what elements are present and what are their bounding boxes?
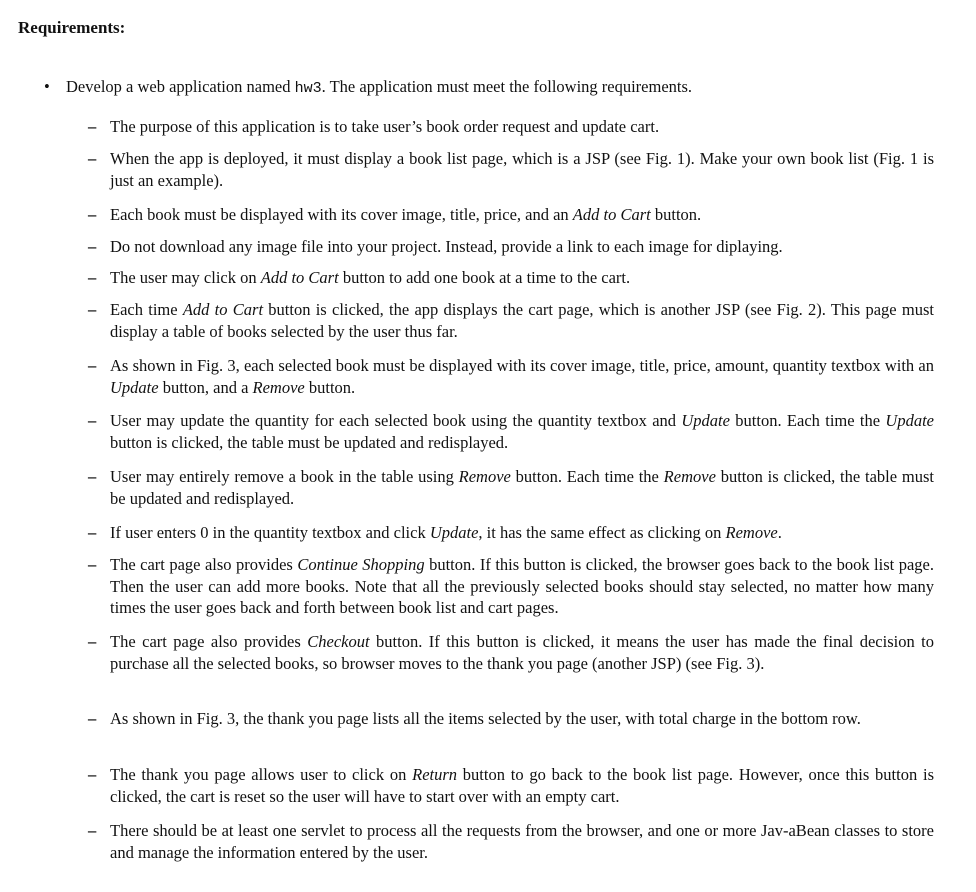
requirement-item (88, 299, 934, 342)
button-name-emphasis: Update (885, 411, 934, 430)
text-run: button to add one book at a time to the cart. (338, 268, 631, 287)
dash-bullet-icon: – (88, 300, 97, 319)
text-run: There should be at least one servlet to process all the requests from the browser, and one or more Jav-aBean classes to store and manage the information entered by the user. (110, 821, 934, 862)
text-run: button. Each time the (510, 467, 664, 486)
text-run: The purpose of this application is to take user’s book order request and update cart. (110, 117, 660, 136)
dash-bullet-icon: – (88, 555, 97, 574)
dash-bullet-icon: – (88, 356, 97, 375)
text-run: , it has the same effect as clicking on (478, 523, 726, 542)
requirement-text (110, 522, 934, 544)
dash-bullet-icon: – (88, 467, 97, 486)
requirement-item (88, 631, 934, 674)
requirement-item (88, 116, 934, 138)
button-name-emphasis: Add to Cart (572, 205, 651, 224)
text-run: button. Each time the (729, 411, 886, 430)
button-name-emphasis: Update (429, 523, 479, 542)
requirement-text (110, 267, 934, 289)
text-run: button. (304, 377, 356, 397)
text-run: The user may click on (110, 268, 261, 287)
dash-bullet-icon: – (88, 709, 97, 728)
requirement-text (110, 355, 934, 398)
requirement-item (88, 410, 934, 453)
text-run: If user enters 0 in the quantity textbox and click (110, 523, 430, 542)
button-name-emphasis: Remove (252, 377, 305, 397)
text-run: button is clicked, the table must be updated and redisplayed. (110, 432, 509, 452)
app-name-code: hw3 (294, 80, 322, 97)
button-name-emphasis: Remove (725, 523, 778, 542)
requirement-item (88, 466, 934, 509)
text-run: Do not download any image file into your project. Instead, provide a link to each image for diplaying. (110, 237, 783, 256)
section-heading: Requirements: (18, 18, 126, 37)
requirement-text (110, 764, 934, 807)
button-name-emphasis: Checkout (307, 632, 370, 651)
button-name-emphasis: Update (110, 377, 159, 397)
requirement-text (110, 410, 934, 453)
text-run: User may update the quantity for each selected book using the quantity textbox and (110, 411, 682, 430)
button-name-emphasis: Add to Cart (260, 268, 339, 287)
button-name-emphasis: Remove (458, 467, 511, 486)
button-name-emphasis: Add to Cart (182, 300, 264, 319)
requirement-text (110, 299, 934, 342)
requirement-text (110, 148, 934, 191)
dash-bullet-icon: – (88, 523, 97, 542)
intro-text (66, 77, 692, 99)
requirement-item (88, 148, 934, 191)
text-run: button. If this button is clicked, the browser goes back to the book list page. Then the user can add more books. Note that all the previously selected books should stay selected, no matter how many times the user goes back and forth between book list and cart pages. (110, 555, 934, 617)
requirement-text (110, 204, 934, 226)
text-run: The thank you page allows user to click on (110, 765, 413, 784)
intro-post: . The application must meet the following requirements. (321, 77, 693, 96)
dash-bullet-icon: – (88, 821, 97, 840)
button-name-emphasis: Continue Shopping (297, 555, 425, 574)
text-run: button to go back to the book list page. However, once this button is clicked, the cart is reset so the user will have to start over with an empty cart. (110, 765, 934, 806)
dash-bullet-icon: – (88, 268, 97, 287)
requirement-item (88, 554, 934, 619)
text-run: Each book must be displayed with its cover image, title, price, and an (110, 205, 573, 224)
requirement-item (88, 522, 934, 544)
dash-bullet-icon: – (88, 237, 97, 256)
button-name-emphasis: Remove (663, 467, 716, 486)
button-name-emphasis: Return (412, 765, 458, 784)
requirement-text (110, 708, 934, 730)
requirement-text (110, 466, 934, 509)
text-run: button, and a (158, 377, 253, 397)
requirement-item (88, 820, 934, 863)
text-run: button is clicked, the app displays the cart page, which is another JSP (see Fig. 2). This page must display a table of books selected by the user thus far. (110, 300, 934, 341)
requirement-item (88, 267, 934, 289)
text-run: button. (650, 205, 702, 224)
requirement-item (88, 764, 934, 807)
text-run: When the app is deployed, it must display a book list page, which is a JSP (see Fig. 1). Make your own book list (Fig. 1 is just an example). (110, 149, 934, 190)
bullet-dot-icon: • (44, 77, 50, 96)
text-run: . (777, 523, 782, 542)
text-run: As shown in Fig. 3, each selected book must be displayed with its cover image, title, price, amount, quantity textbox with an (110, 356, 934, 375)
requirement-text (110, 236, 934, 258)
text-run: The cart page also provides (110, 555, 298, 574)
dash-bullet-icon: – (88, 117, 97, 136)
text-run: button is clicked, the table must be updated and redisplayed. (110, 467, 934, 508)
dash-bullet-icon: – (88, 205, 97, 224)
text-run: button. If this button is clicked, it means the user has made the final decision to purchase all the selected books, so browser moves to the thank you page (another JSP) (see Fig. 3). (110, 632, 934, 673)
requirement-item (88, 708, 934, 730)
text-run: Each time (110, 300, 183, 319)
requirement-item (88, 204, 934, 226)
requirement-text (110, 631, 934, 674)
dash-bullet-icon: – (88, 632, 97, 651)
dash-bullet-icon: – (88, 765, 97, 784)
requirement-text (110, 554, 934, 619)
text-run: As shown in Fig. 3, the thank you page lists all the items selected by the user, with total charge in the bottom row. (110, 709, 861, 728)
requirement-item (88, 236, 934, 258)
text-run: The cart page also provides (110, 632, 308, 651)
dash-bullet-icon: – (88, 411, 97, 430)
requirement-text (110, 820, 934, 863)
intro-pre: Develop a web application named (66, 77, 295, 96)
text-run: User may entirely remove a book in the table using (110, 467, 459, 486)
button-name-emphasis: Update (681, 411, 730, 430)
requirement-text (110, 116, 934, 138)
dash-bullet-icon: – (88, 149, 97, 168)
requirement-item (88, 355, 934, 398)
